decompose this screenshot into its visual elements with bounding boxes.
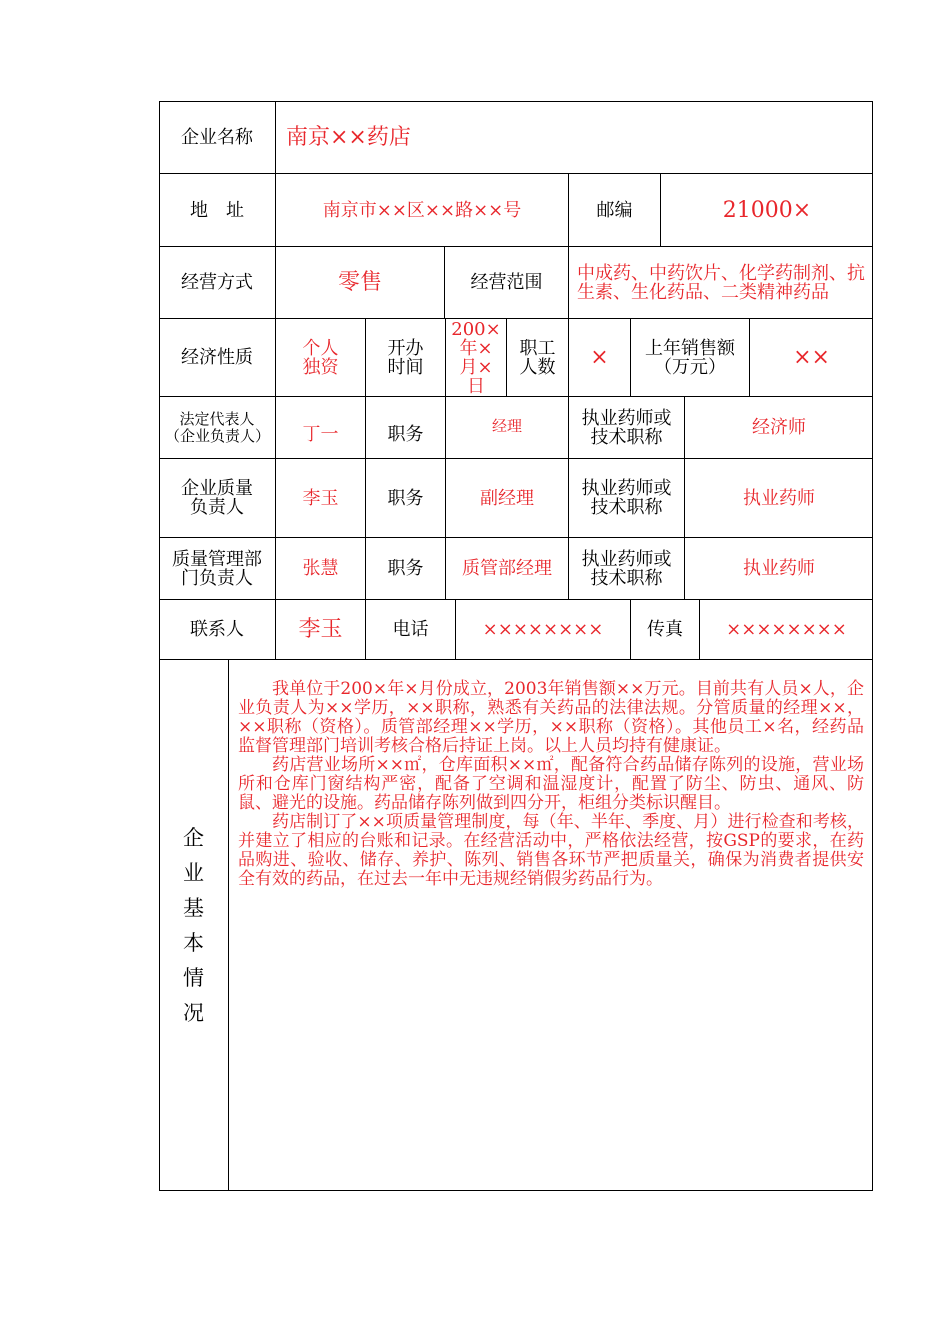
basic-situation-label xyxy=(159,660,229,1191)
basic-label-char: 企 xyxy=(183,825,204,850)
legal-representative-post-label: 职务 xyxy=(366,397,446,459)
basic-label-char: 本 xyxy=(183,930,204,955)
basic-paragraph: 药店营业场所××㎡，仓库面积××㎡，配备符合药品储存陈列的设施，营业场所和仓库门窗结构严密，配备了空调和温湿度计，配置了防尘、防虫、通风、防鼠、避光的设施。药品储存陈列做到四分开，柜组分类标识醒目。 xyxy=(238,755,864,813)
postcode-value: 21000× xyxy=(661,174,873,247)
legal-representative-name: 丁一 xyxy=(276,397,366,459)
quality-head-title-value: 执业药师 xyxy=(685,459,873,538)
basic-label-char: 况 xyxy=(183,1000,204,1025)
basic-situation-text xyxy=(228,660,870,889)
address-label: 地 址 xyxy=(159,174,276,247)
start-date-label: 开办时间 xyxy=(366,319,446,397)
legal-representative-label: 法定代表人（企业负责人） xyxy=(159,397,276,459)
last-year-sales-label: 上年销售额（万元） xyxy=(631,319,750,397)
economic-nature-value: 个人独资 xyxy=(276,319,366,397)
quality-head-title-label: 执业药师或技术职称 xyxy=(569,459,685,538)
company-name-value: 南京××药店 xyxy=(276,101,873,174)
legal-representative-post-value: 经理 xyxy=(446,397,569,459)
address-value: 南京市××区××路××号 xyxy=(276,174,569,247)
contact-person-name: 李玉 xyxy=(276,600,366,660)
quality-dept-head-name: 张慧 xyxy=(276,538,366,600)
quality-head-name: 李玉 xyxy=(276,459,366,538)
company-name-label: 企业名称 xyxy=(159,101,276,174)
quality-dept-head-title-label: 执业药师或技术职称 xyxy=(569,538,685,600)
fax-value: ×××××××× xyxy=(700,600,873,660)
staff-count-label: 职工人数 xyxy=(507,319,569,397)
phone-value: ×××××××× xyxy=(456,600,631,660)
last-year-sales-value: ×× xyxy=(750,319,873,397)
staff-count-value: × xyxy=(569,319,631,397)
business-scope-value: 中成药、中药饮片、化学药制剂、抗生素、生化药品、二类精神药品 xyxy=(569,247,873,319)
basic-label-char: 情 xyxy=(183,965,204,990)
fax-label: 传真 xyxy=(631,600,700,660)
contact-person-label: 联系人 xyxy=(159,600,276,660)
basic-label-char: 基 xyxy=(183,895,204,920)
phone-label: 电话 xyxy=(366,600,456,660)
quality-head-post-label: 职务 xyxy=(366,459,446,538)
basic-label-char: 业 xyxy=(183,860,204,885)
quality-dept-head-post-label: 职务 xyxy=(366,538,446,600)
basic-paragraph: 我单位于200×年×月份成立，2003年销售额××万元。目前共有人员×人，企业负责人为××学历，××职称，熟悉有关药品的法律法规。分管质量的经理××，××职称（资格）。质管部经理××学历，××职称（资格）。其他员工×名，经药品监督管理部门培训考核合格后持证上岗。以上人员均持有健康证。 xyxy=(238,679,864,756)
quality-dept-head-label: 质量管理部门负责人 xyxy=(159,538,276,600)
business-mode-label: 经营方式 xyxy=(159,247,276,319)
quality-head-label: 企业质量负责人 xyxy=(159,459,276,538)
quality-dept-head-title-value: 执业药师 xyxy=(685,538,873,600)
legal-representative-title-value: 经济师 xyxy=(685,397,873,459)
economic-nature-label: 经济性质 xyxy=(159,319,276,397)
quality-dept-head-post-value: 质管部经理 xyxy=(446,538,569,600)
basic-paragraph: 药店制订了××项质量管理制度，每（年、半年、季度、月）进行检查和考核，并建立了相应的台账和记录。在经营活动中，严格依法经营，按GSP的要求，在药品购进、验收、储存、养护、陈列、销售各环节严把质量关，确保为消费者提供安全有效的药品，在过去一年中无违规经销假劣药品行为。 xyxy=(238,812,864,889)
quality-head-post-value: 副经理 xyxy=(446,459,569,538)
business-scope-label: 经营范围 xyxy=(445,247,569,319)
business-mode-value: 零售 xyxy=(276,247,445,319)
legal-representative-title-label: 执业药师或技术职称 xyxy=(569,397,685,459)
start-date-value: 200×年×月×日 xyxy=(446,319,507,397)
postcode-label: 邮编 xyxy=(569,174,661,247)
